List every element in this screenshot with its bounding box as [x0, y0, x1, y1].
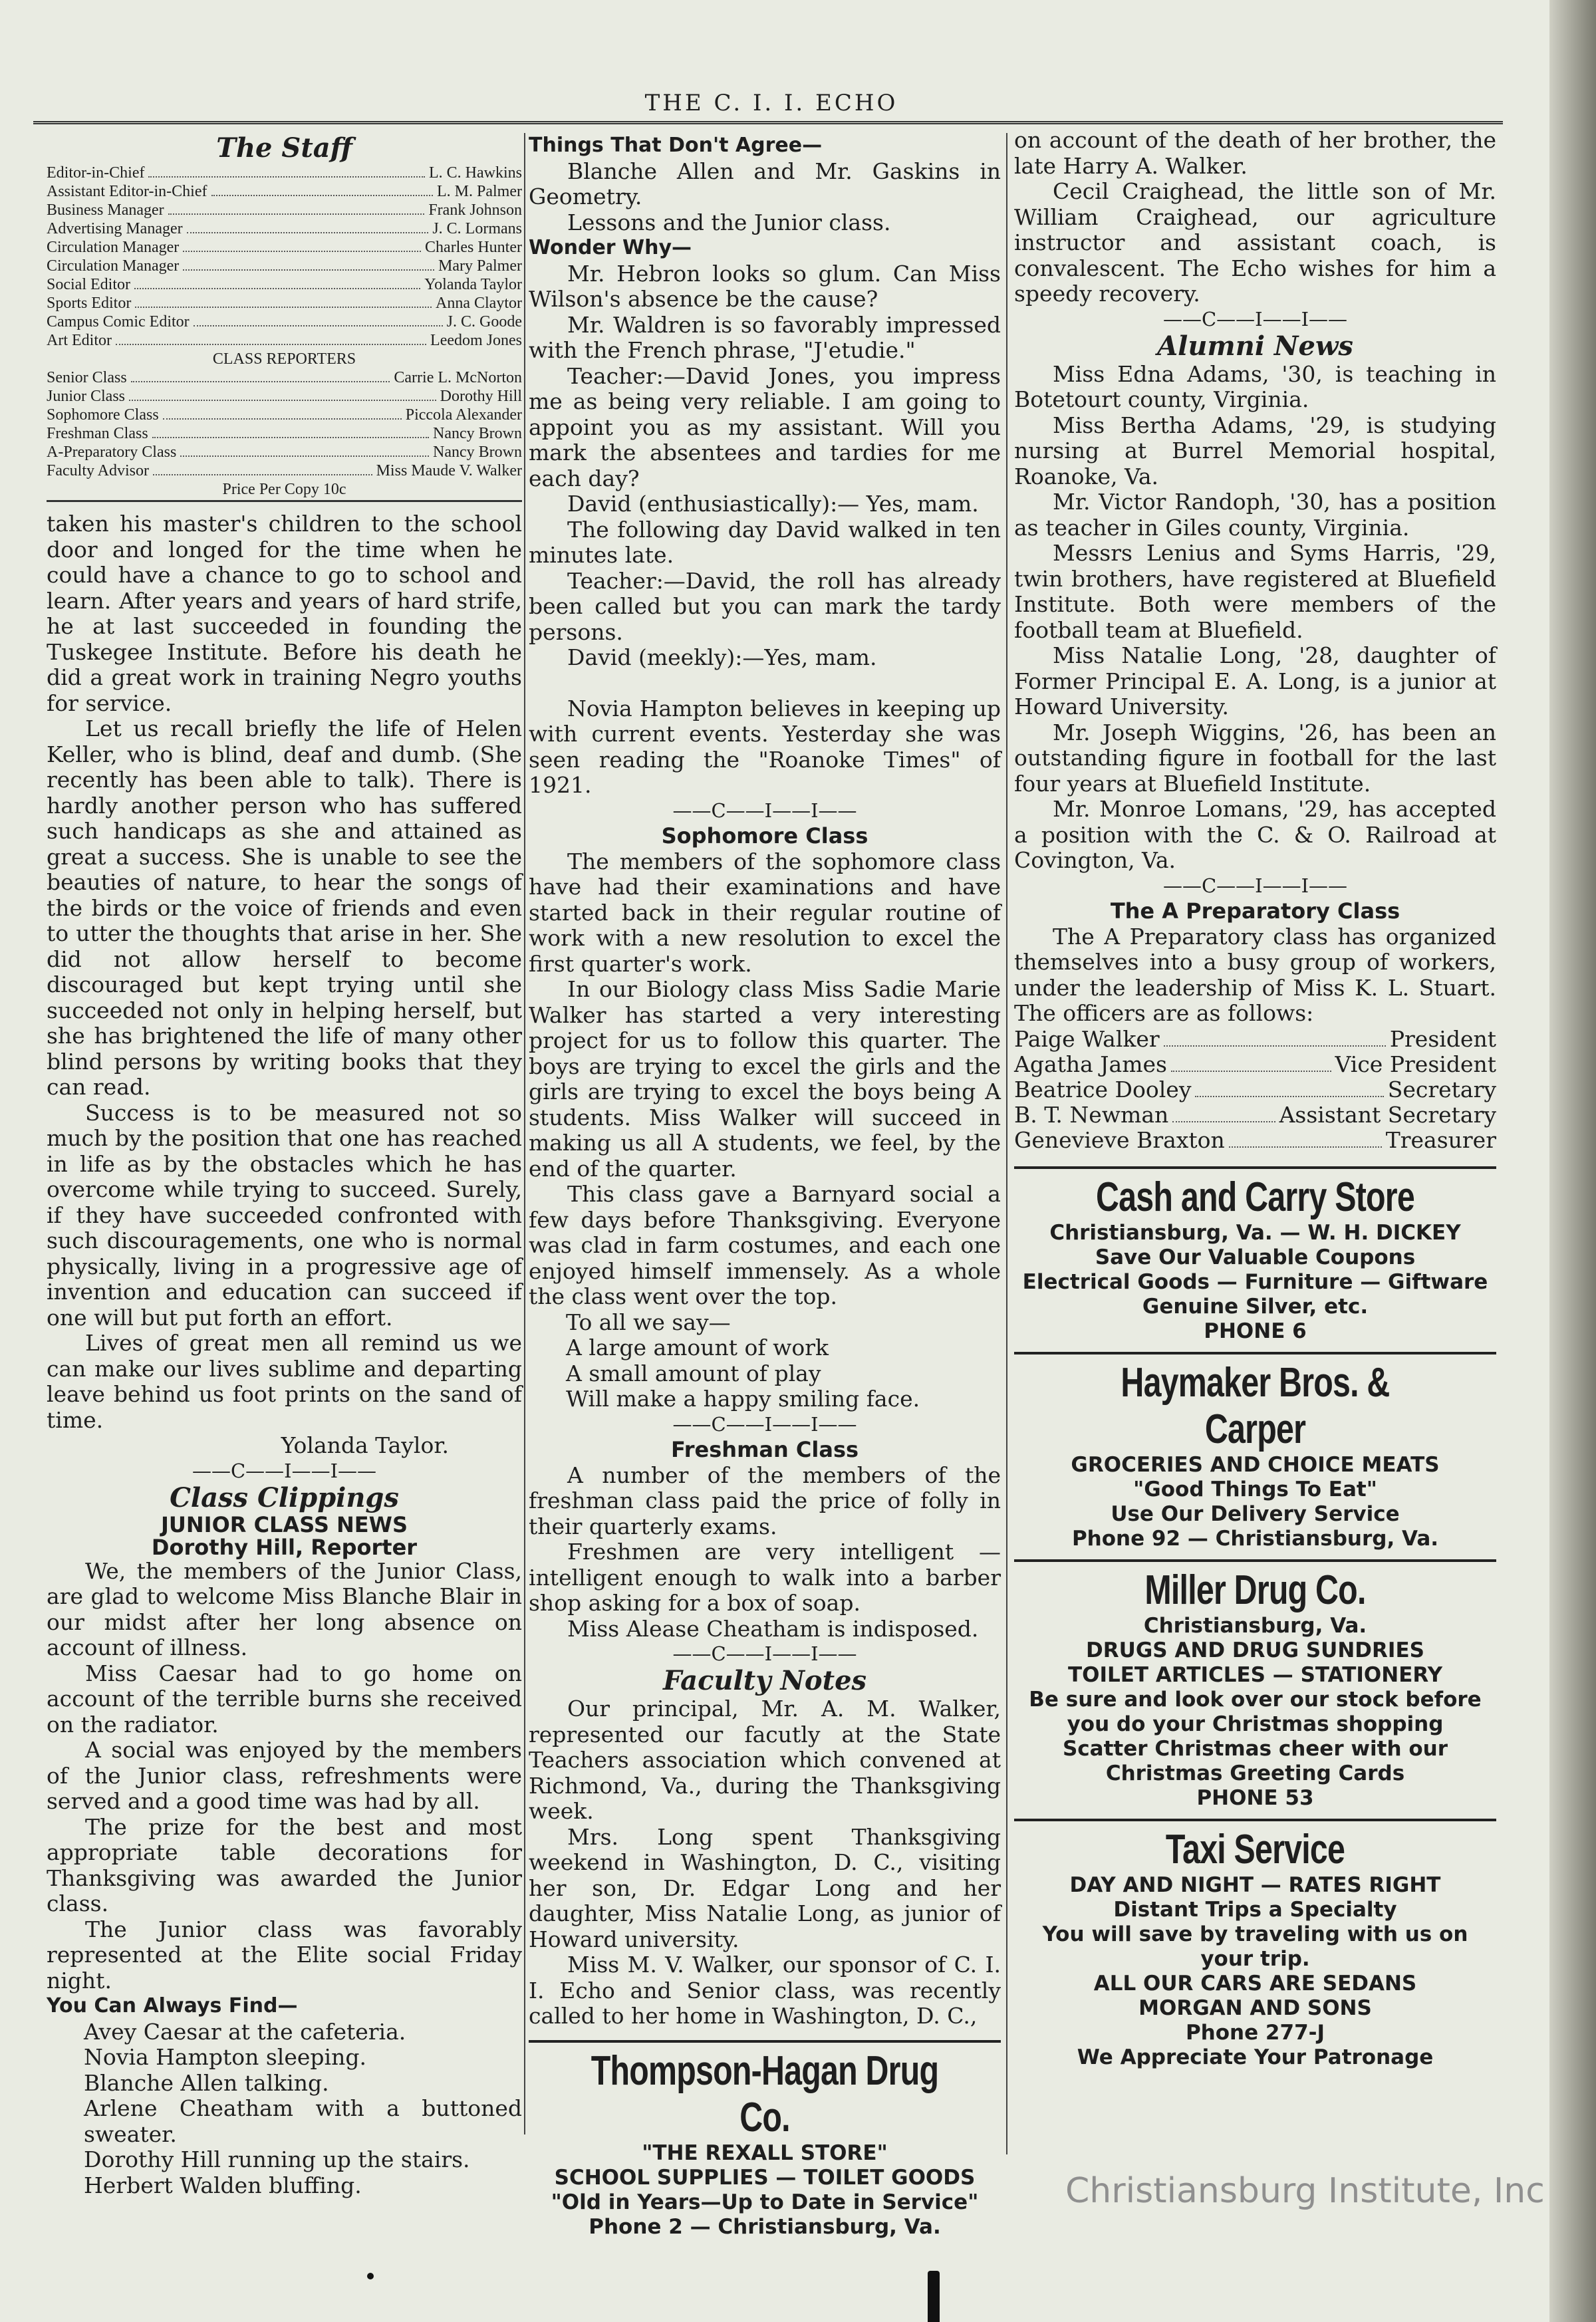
section-separator: ——C——I——I——: [192, 1459, 377, 1482]
article-paragraph: Success is to be measured not so much by the position that one has reached in life as by the obstacles which he has overcome while trying to succeed. Surely, if they have succeeded confronted with such discouragements, one who is normal physically, living in a progressive age of invention and education can succeed if one will but put forth an effort.: [47, 1099, 522, 1331]
find-item: Arlene Cheatham with a buttoned sweater.: [84, 2095, 522, 2147]
ad-line: TOILET ARTICLES — STATIONERY: [1067, 1662, 1443, 1687]
ad-line: DRUGS AND DRUG SUNDRIES: [1086, 1638, 1424, 1662]
news-paragraph: In our Biology class Miss Sadie Marie Walker has started a very interesting project for us to follow this quarter. The boys are trying to excel the girls and the girls are trying to excel the boys being A students. Miss Walker will succeed in making us all A students, we feel, by the end of the quarter.: [529, 976, 1001, 1182]
staff-row: Sports Editor Anna Claytor: [47, 295, 522, 312]
section-separator: ——C——I——I——: [672, 1412, 857, 1436]
section-separator: ——C——I——I——: [1162, 307, 1348, 330]
ad-line: Scatter Christmas cheer with our Christmas Greeting Cards: [1062, 1736, 1448, 1785]
article-signature: Yolanda Taylor.: [281, 1432, 449, 1458]
news-paragraph: We, the members of the Junior Class, are glad to welcome Miss Blanche Blair in our midst after her long absence on account of illness.: [47, 1557, 522, 1660]
news-paragraph: on account of the death of her brother, the late Harry A. Walker.: [1014, 127, 1496, 179]
news-paragraph: Freshmen are very intelligent — intelligent enough to walk into a barber shop asking for a box of soap.: [529, 1539, 1001, 1616]
staff-row: Campus Comic Editor J. C. Goode: [47, 313, 522, 330]
wonder-item: David (meekly):—Yes, mam.: [567, 644, 877, 670]
reporter-row: Senior Class Carrie L. McNorton: [47, 369, 522, 386]
ad-line: Christiansburg, Va.: [1143, 1613, 1367, 1638]
column-divider: [1006, 133, 1007, 2154]
watermark: Christiansburg Institute, Inc: [1065, 2171, 1545, 2211]
staff-row: Advertising Manager J. C. Lormans: [47, 220, 522, 237]
junior-reporter: Dorothy Hill, Reporter: [151, 1534, 418, 1560]
alumni-item: Miss Natalie Long, '28, daughter of Former Principal E. A. Long, is a junior at Howard University.: [1014, 642, 1496, 719]
staff-row: Editor-in-Chief L. C. Hawkins: [47, 164, 522, 182]
wonder-heading: Wonder Why—: [529, 236, 692, 259]
prep-heading: The A Preparatory Class: [1110, 898, 1400, 924]
find-item: Dorothy Hill running up the stairs.: [84, 2146, 470, 2172]
freshman-heading: Freshman Class: [670, 1436, 859, 1462]
ad-cash-and-carry: [1014, 1166, 1496, 1352]
price-line: Price Per Copy 10c: [222, 481, 346, 498]
staff-title: The Staff: [216, 132, 352, 164]
column-divider: [524, 133, 525, 2134]
ad-thompson-hagan: [529, 2040, 1001, 2248]
verse-line: Will make a happy smiling face.: [566, 1386, 920, 1412]
news-paragraph: The A Preparatory class has organized themselves into a busy group of workers, under the leadership of Miss K. L. Stuart. The officers are as follows:: [1014, 923, 1496, 1026]
staff-row: Circulation Manager Mary Palmer: [47, 257, 522, 275]
ad-line: Genuine Silver, etc.: [1142, 1294, 1369, 1319]
ad-line: GROCERIES AND CHOICE MEATS: [1071, 1452, 1440, 1477]
junior-heading: JUNIOR CLASS NEWS: [161, 1511, 408, 1537]
column-2: [529, 133, 1001, 2248]
officer-row: Genevieve Braxton Treasurer: [1014, 1126, 1496, 1153]
officer-row: Paige Walker President: [1014, 1025, 1496, 1052]
news-paragraph: Cecil Craighead, the little son of Mr. William Craighead, our agriculture instructor and assistant coach, is convalescent. The Echo wishes for him a speedy recovery.: [1014, 178, 1496, 307]
wonder-item: Novia Hampton believes in keeping up with current events. Yesterday she was seen reading the "Roanoke Times" of 1921.: [529, 695, 1001, 798]
news-paragraph: The Junior class was favorably represented at the Elite social Friday night.: [47, 1916, 522, 1994]
staff-row: Social Editor Yolanda Taylor: [47, 276, 522, 293]
staff-box: [47, 133, 522, 502]
header-rule: [33, 121, 1503, 124]
staff-row: Circulation Manager Charles Hunter: [47, 239, 522, 256]
ad-name: Taxi Service: [1165, 1826, 1345, 1872]
officer-row: Beatrice Dooley Secretary: [1014, 1076, 1496, 1102]
ad-name: Haymaker Bros. & Carper: [1121, 1359, 1390, 1452]
officer-row: B. T. Newman Assistant Secretary: [1014, 1101, 1496, 1128]
news-paragraph: The prize for the best and most appropriate table decorations for Thanksgiving was awarded the Junior class.: [47, 1813, 522, 1916]
ad-line: Use Our Delivery Service: [1111, 1501, 1400, 1526]
ad-haymaker: [1014, 1352, 1496, 1559]
staff-row: Art Editor Leedom Jones: [47, 332, 522, 349]
alumni-title: Alumni News: [1157, 330, 1353, 362]
ad-name: Miller Drug Co.: [1144, 1567, 1366, 1613]
ad-line: MORGAN AND SONS: [1138, 1996, 1372, 2020]
ad-miller-drug: [1014, 1559, 1496, 1819]
ad-line: Phone 2 — Christiansburg, Va.: [589, 2214, 941, 2239]
clippings-title: Class Clippings: [170, 1482, 399, 1513]
news-paragraph: The members of the sophomore class have had their examinations and have started back in their regular routine of work with a new resolution to excel the first quarter's work.: [529, 848, 1001, 977]
ad-line: "THE REXALL STORE": [642, 2140, 888, 2165]
alumni-item: Mr. Joseph Wiggins, '26, has been an outstanding figure in football for the last four years at Bluefield Institute.: [1014, 719, 1496, 797]
ad-line: We Appreciate Your Patronage: [1077, 2045, 1434, 2069]
news-paragraph: Miss M. V. Walker, our sponsor of C. I. I. Echo and Senior class, was recently called to her home in Washington, D. C.,: [529, 1952, 1001, 2029]
ad-line: Phone 277-J: [1185, 2020, 1325, 2045]
news-paragraph: Miss Alease Cheatham is indisposed.: [567, 1615, 979, 1642]
verse-line: To all we say—: [566, 1309, 731, 1335]
wonder-item: Mr. Hebron looks so glum. Can Miss Wilson's absence be the cause?: [529, 260, 1001, 312]
news-paragraph: A social was enjoyed by the members of the Junior class, refreshments were served and a good time was had by all.: [47, 1737, 522, 1814]
officer-row: Agatha James Vice President: [1014, 1051, 1496, 1077]
wonder-item: Teacher:—David Jones, you impress me as being very reliable. I am going to appoint you as my assistant. Will you mark the absentees and tardies for me each day?: [529, 362, 1001, 491]
ad-line: PHONE 53: [1196, 1785, 1314, 1810]
find-item: Blanche Allen talking.: [84, 2069, 329, 2096]
page-edge: [1549, 0, 1596, 2322]
disagree-item: Lessons and the Junior class.: [567, 209, 891, 235]
sophomore-heading: Sophomore Class: [661, 823, 868, 848]
ad-line: "Good Things To Eat": [1133, 1477, 1377, 1501]
disagree-item: Blanche Allen and Mr. Gaskins in Geometry.: [529, 158, 1001, 209]
alumni-item: Messrs Lenius and Syms Harris, '29, twin brothers, have registered at Bluefield Institute. Both were members of the football team at Bluefield.: [1014, 540, 1496, 643]
find-item: Novia Hampton sleeping.: [84, 2044, 366, 2070]
staff-row: Assistant Editor-in-Chief L. M. Palmer: [47, 183, 522, 200]
news-paragraph: A number of the members of the freshman class paid the price of folly in their quarterly exams.: [529, 1462, 1001, 1539]
alumni-item: Mr. Victor Randoph, '30, has a position as teacher in Giles county, Virginia.: [1014, 489, 1496, 541]
section-separator: ——C——I——I——: [672, 799, 857, 822]
reporter-row: Junior Class Dorothy Hill: [47, 388, 522, 405]
ad-name: Cash and Carry Store: [1096, 1174, 1414, 1220]
ad-line: Distant Trips a Specialty: [1113, 1897, 1397, 1922]
ad-line: "Old in Years—Up to Date in Service": [551, 2190, 979, 2214]
ad-taxi-service: [1014, 1819, 1496, 2078]
news-paragraph: Mrs. Long spent Thanksgiving weekend in Washington, D. C., visiting her son, Dr. Edgar Long and her daughter, Miss Natalie Long, as junior of Howard university.: [529, 1823, 1001, 1952]
ad-line: DAY AND NIGHT — RATES RIGHT: [1069, 1872, 1441, 1897]
ad-line: SCHOOL SUPPLIES — TOILET GOODS: [554, 2165, 976, 2190]
reporter-row: Sophomore Class Piccola Alexander: [47, 406, 522, 424]
page-header: THE C. I. I. ECHO: [644, 90, 898, 116]
ad-line: Christiansburg, Va. — W. H. DICKEY: [1049, 1220, 1461, 1245]
article-paragraph: taken his master's children to the school door and longed for the time when he could have a chance to go to school and learn. After years and years of hard strife, he at last succeeded in founding the Tuskegee Institute. Before his death he did a great work in training Negro youths for service.: [47, 511, 522, 716]
section-separator: ——C——I——I——: [672, 1642, 857, 1665]
news-paragraph: Miss Caesar had to go home on account of the terrible burns she received on the radiator.: [47, 1660, 522, 1738]
disagree-heading: Things That Don't Agree—: [529, 134, 823, 157]
article-paragraph: Let us recall briefly the life of Helen Keller, who is blind, deaf and dumb. (She recently has been able to talk). There is hardly another person who has suffered such handicaps as she and attained as great a success. She is unable to see the beauties of nature, to hear the songs of the birds or the voice of friends and even to utter the thoughts that arise in her. She did not allow herself to become discouraged but kept trying until she succeeded not only in helping herself, but she has brightened the life of many other blind persons by writing books that they can read.: [47, 715, 522, 1100]
verse-line: A small amount of play: [566, 1360, 821, 1386]
ad-line: Save Our Valuable Coupons: [1095, 1245, 1416, 1269]
paper-speck: [367, 2273, 374, 2279]
alumni-item: Miss Bertha Adams, '29, is studying nursing at Burrel Memorial hospital, Roanoke, Va.: [1014, 412, 1496, 489]
ad-line: PHONE 6: [1204, 1319, 1307, 1343]
section-separator: ——C——I——I——: [1162, 874, 1348, 897]
find-item: Herbert Walden bluffing.: [84, 2172, 362, 2198]
staff-row: Business Manager Frank Johnson: [47, 201, 522, 219]
reporters-heading: CLASS REPORTERS: [212, 350, 356, 368]
news-paragraph: This class gave a Barnyard social a few days before Thanksgiving. Everyone was clad in farm costumes, and each one enjoyed himself immensely. As a whole the class went over the top.: [529, 1181, 1001, 1309]
verse-line: A large amount of work: [566, 1335, 829, 1360]
ad-line: ALL OUR CARS ARE SEDANS: [1093, 1971, 1417, 1996]
wonder-item: Teacher:—David, the roll has already been called but you can mark the tardy persons.: [529, 567, 1001, 645]
reporter-row: A-Preparatory Class Nancy Brown: [47, 444, 522, 461]
find-heading: You Can Always Find—: [47, 1994, 298, 2017]
find-item: Avey Caesar at the cafeteria.: [84, 2018, 406, 2045]
article-paragraph: Lives of great men all remind us we can make our lives sublime and departing leave behind us foot prints on the sand of time.: [47, 1330, 522, 1433]
ad-name: Thompson-Hagan Drug Co.: [591, 2047, 939, 2140]
column-1: [47, 133, 522, 2198]
faculty-title: Faculty Notes: [662, 1665, 867, 1696]
alumni-item: Mr. Monroe Lomans, '29, has accepted a position with the C. & O. Railroad at Covington, Va.: [1014, 796, 1496, 873]
paper-tear: [928, 2271, 940, 2322]
wonder-item: The following day David walked in ten minutes late.: [529, 516, 1001, 568]
column-3: [1014, 128, 1496, 2078]
staff-list: [47, 164, 522, 499]
wonder-item: David (enthusiastically):— Yes, mam.: [567, 491, 979, 517]
ad-line: Electrical Goods — Furniture — Giftware: [1022, 1269, 1488, 1294]
ad-line: Phone 92 — Christiansburg, Va.: [1071, 1526, 1439, 1551]
reporter-row: Faculty Advisor Miss Maude V. Walker: [47, 462, 522, 479]
ad-line: You will save by traveling with us on your trip.: [1042, 1922, 1468, 1971]
alumni-item: Miss Edna Adams, '30, is teaching in Botetourt county, Virginia.: [1014, 360, 1496, 412]
ad-line: Be sure and look over our stock before you do your Christmas shopping: [1029, 1687, 1482, 1736]
wonder-item: Mr. Waldren is so favorably impressed with the French phrase, "J'etudie.": [529, 311, 1001, 363]
news-paragraph: Our principal, Mr. A. M. Walker, represented our facutly at the State Teachers association which convened at Richmond, Va., during the Thanksgiving week.: [529, 1696, 1001, 1824]
reporter-row: Freshman Class Nancy Brown: [47, 425, 522, 442]
